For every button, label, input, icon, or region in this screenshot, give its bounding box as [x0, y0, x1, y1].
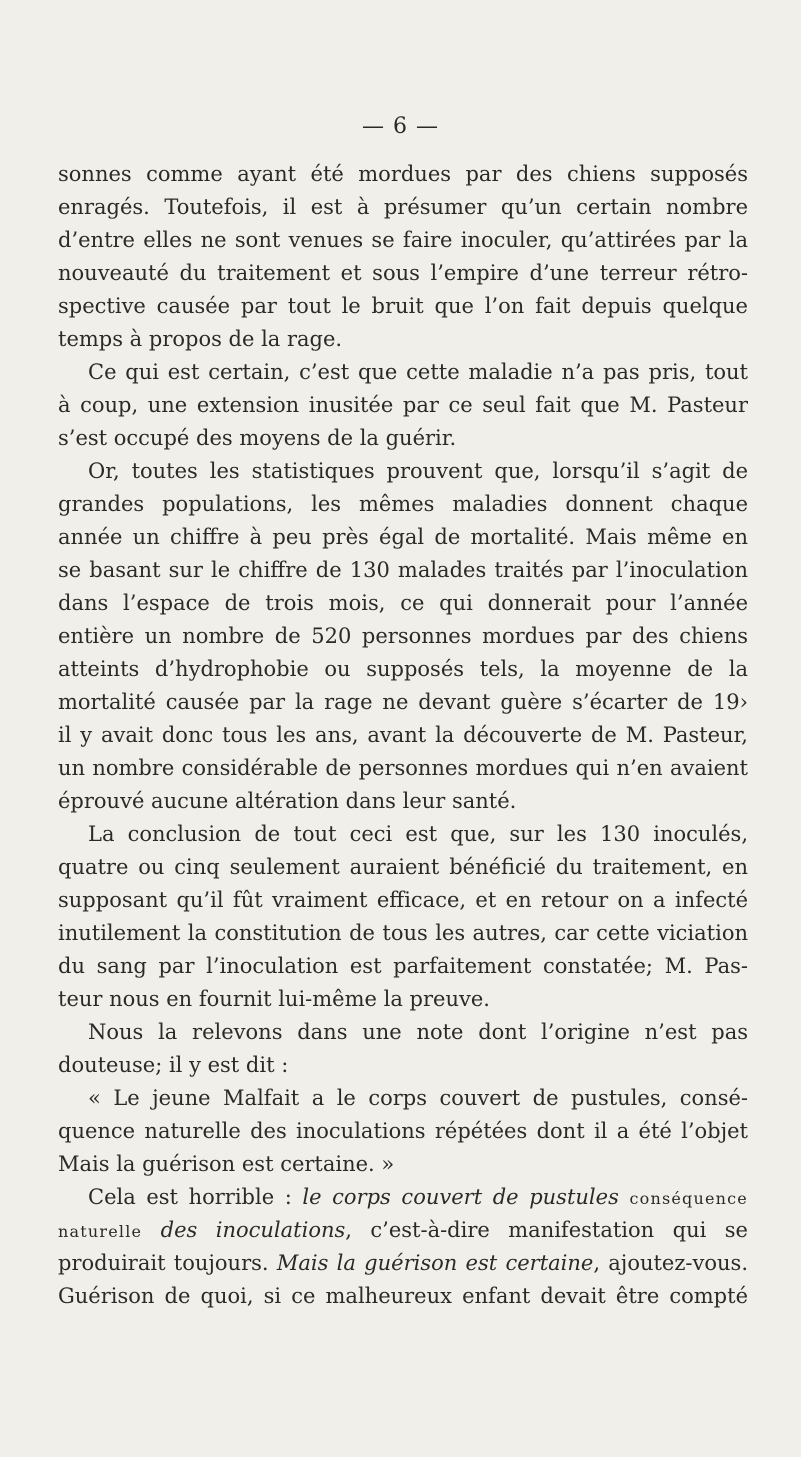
- italic-text: le corps couvert de pustules: [302, 1185, 619, 1209]
- text-line: enragés. Toutefois, il est à présumer qu’un certain nombre: [58, 195, 748, 219]
- body-text: [58, 158, 748, 1313]
- quote-line: « Le jeune Malfait a le corps couvert de pustules, consé-: [88, 1086, 748, 1110]
- text-line: Nous la relevons dans une note dont l’origine n’est pas: [88, 1020, 748, 1044]
- italic-text: des inoculations: [160, 1218, 346, 1242]
- text-line: atteints d’hydrophobie ou supposés tels, la moyenne de la: [58, 657, 748, 681]
- text-run: [142, 1218, 160, 1242]
- text-line: nouveauté du traitement et sous l’empire d’une terreur rétro-: [58, 261, 748, 285]
- small-caps-text: conséquence: [629, 1189, 748, 1208]
- text-line: d’entre elles ne sont venues se faire inoculer, qu’attirées par la: [58, 228, 748, 252]
- text-line: dans l’espace de trois mois, ce qui donnerait pour l’année: [58, 591, 748, 615]
- text-line: temps à propos de la rage.: [58, 327, 343, 351]
- text-line: un nombre considérable de personnes mordues qui n’en avaient: [58, 756, 748, 780]
- text-line: spective causée par tout le bruit que l’on fait depuis quelque: [58, 294, 748, 318]
- italic-text: Mais la guérison est certaine: [276, 1251, 594, 1275]
- text-line: entière un nombre de 520 personnes mordues par des chiens: [58, 624, 748, 648]
- text-line: Or, toutes les statistiques prouvent que, lorsqu’il s’agit de: [88, 459, 748, 483]
- text-line: grandes populations, les mêmes maladies donnent chaque: [58, 492, 748, 516]
- text-line: quatre ou cinq seulement auraient bénéficié du traitement, en: [58, 855, 748, 879]
- text-line: teur nous en fournit lui-même la preuve.: [58, 987, 490, 1011]
- text-line: éprouvé aucune altération dans leur santé.: [58, 789, 517, 813]
- text-line: Ce qui est certain, c’est que cette maladie n’a pas pris, tout: [88, 360, 748, 384]
- quote-line: quence naturelle des inoculations répétées dont il a été l’objet: [58, 1119, 748, 1143]
- text-run: , ajoutez-vous.: [593, 1251, 748, 1275]
- page-number: — 6 —: [362, 114, 439, 139]
- text-line: mortalité causée par la rage ne devant guère s’écarter de 19›: [58, 690, 748, 714]
- text-line: Guérison de quoi, si ce malheureux enfant devait être compté: [58, 1284, 748, 1308]
- text-line: s’est occupé des moyens de la guérir.: [58, 426, 457, 450]
- text-line: année un chiffre à peu près égal de mortalité. Mais même en: [58, 525, 748, 549]
- text-line: La conclusion de tout ceci est que, sur les 130 inoculés,: [88, 822, 748, 846]
- text-line: inutilement la constitution de tous les autres, car cette viciation: [58, 921, 748, 945]
- text-run: produirait toujours.: [58, 1251, 277, 1275]
- text-line: supposant qu’il fût vraiment efficace, et en retour on a infecté: [58, 888, 748, 912]
- text-line: il y avait donc tous les ans, avant la découverte de M. Pasteur,: [58, 723, 748, 747]
- text-line: à coup, une extension inusitée par ce seul fait que M. Pasteur: [58, 393, 748, 417]
- text-line: se basant sur le chiffre de 130 malades traités par l’inoculation: [58, 558, 748, 582]
- quote-line: Mais la guérison est certaine. »: [58, 1152, 395, 1176]
- text-run: , c’est-à-dire manifestation qui se: [345, 1218, 748, 1242]
- text-line: du sang par l’inoculation est parfaitement constatée; M. Pas-: [58, 954, 748, 978]
- text-line: douteuse; il y est dit :: [58, 1053, 289, 1077]
- small-caps-text: naturelle: [58, 1222, 143, 1241]
- text-line: [58, 1247, 748, 1280]
- text-line: sonnes comme ayant été mordues par des chiens supposés: [58, 162, 748, 186]
- text-run: Cela est horrible :: [88, 1185, 303, 1209]
- text-run: [619, 1185, 630, 1209]
- text-line: [58, 1214, 748, 1247]
- text-line: [58, 1181, 748, 1214]
